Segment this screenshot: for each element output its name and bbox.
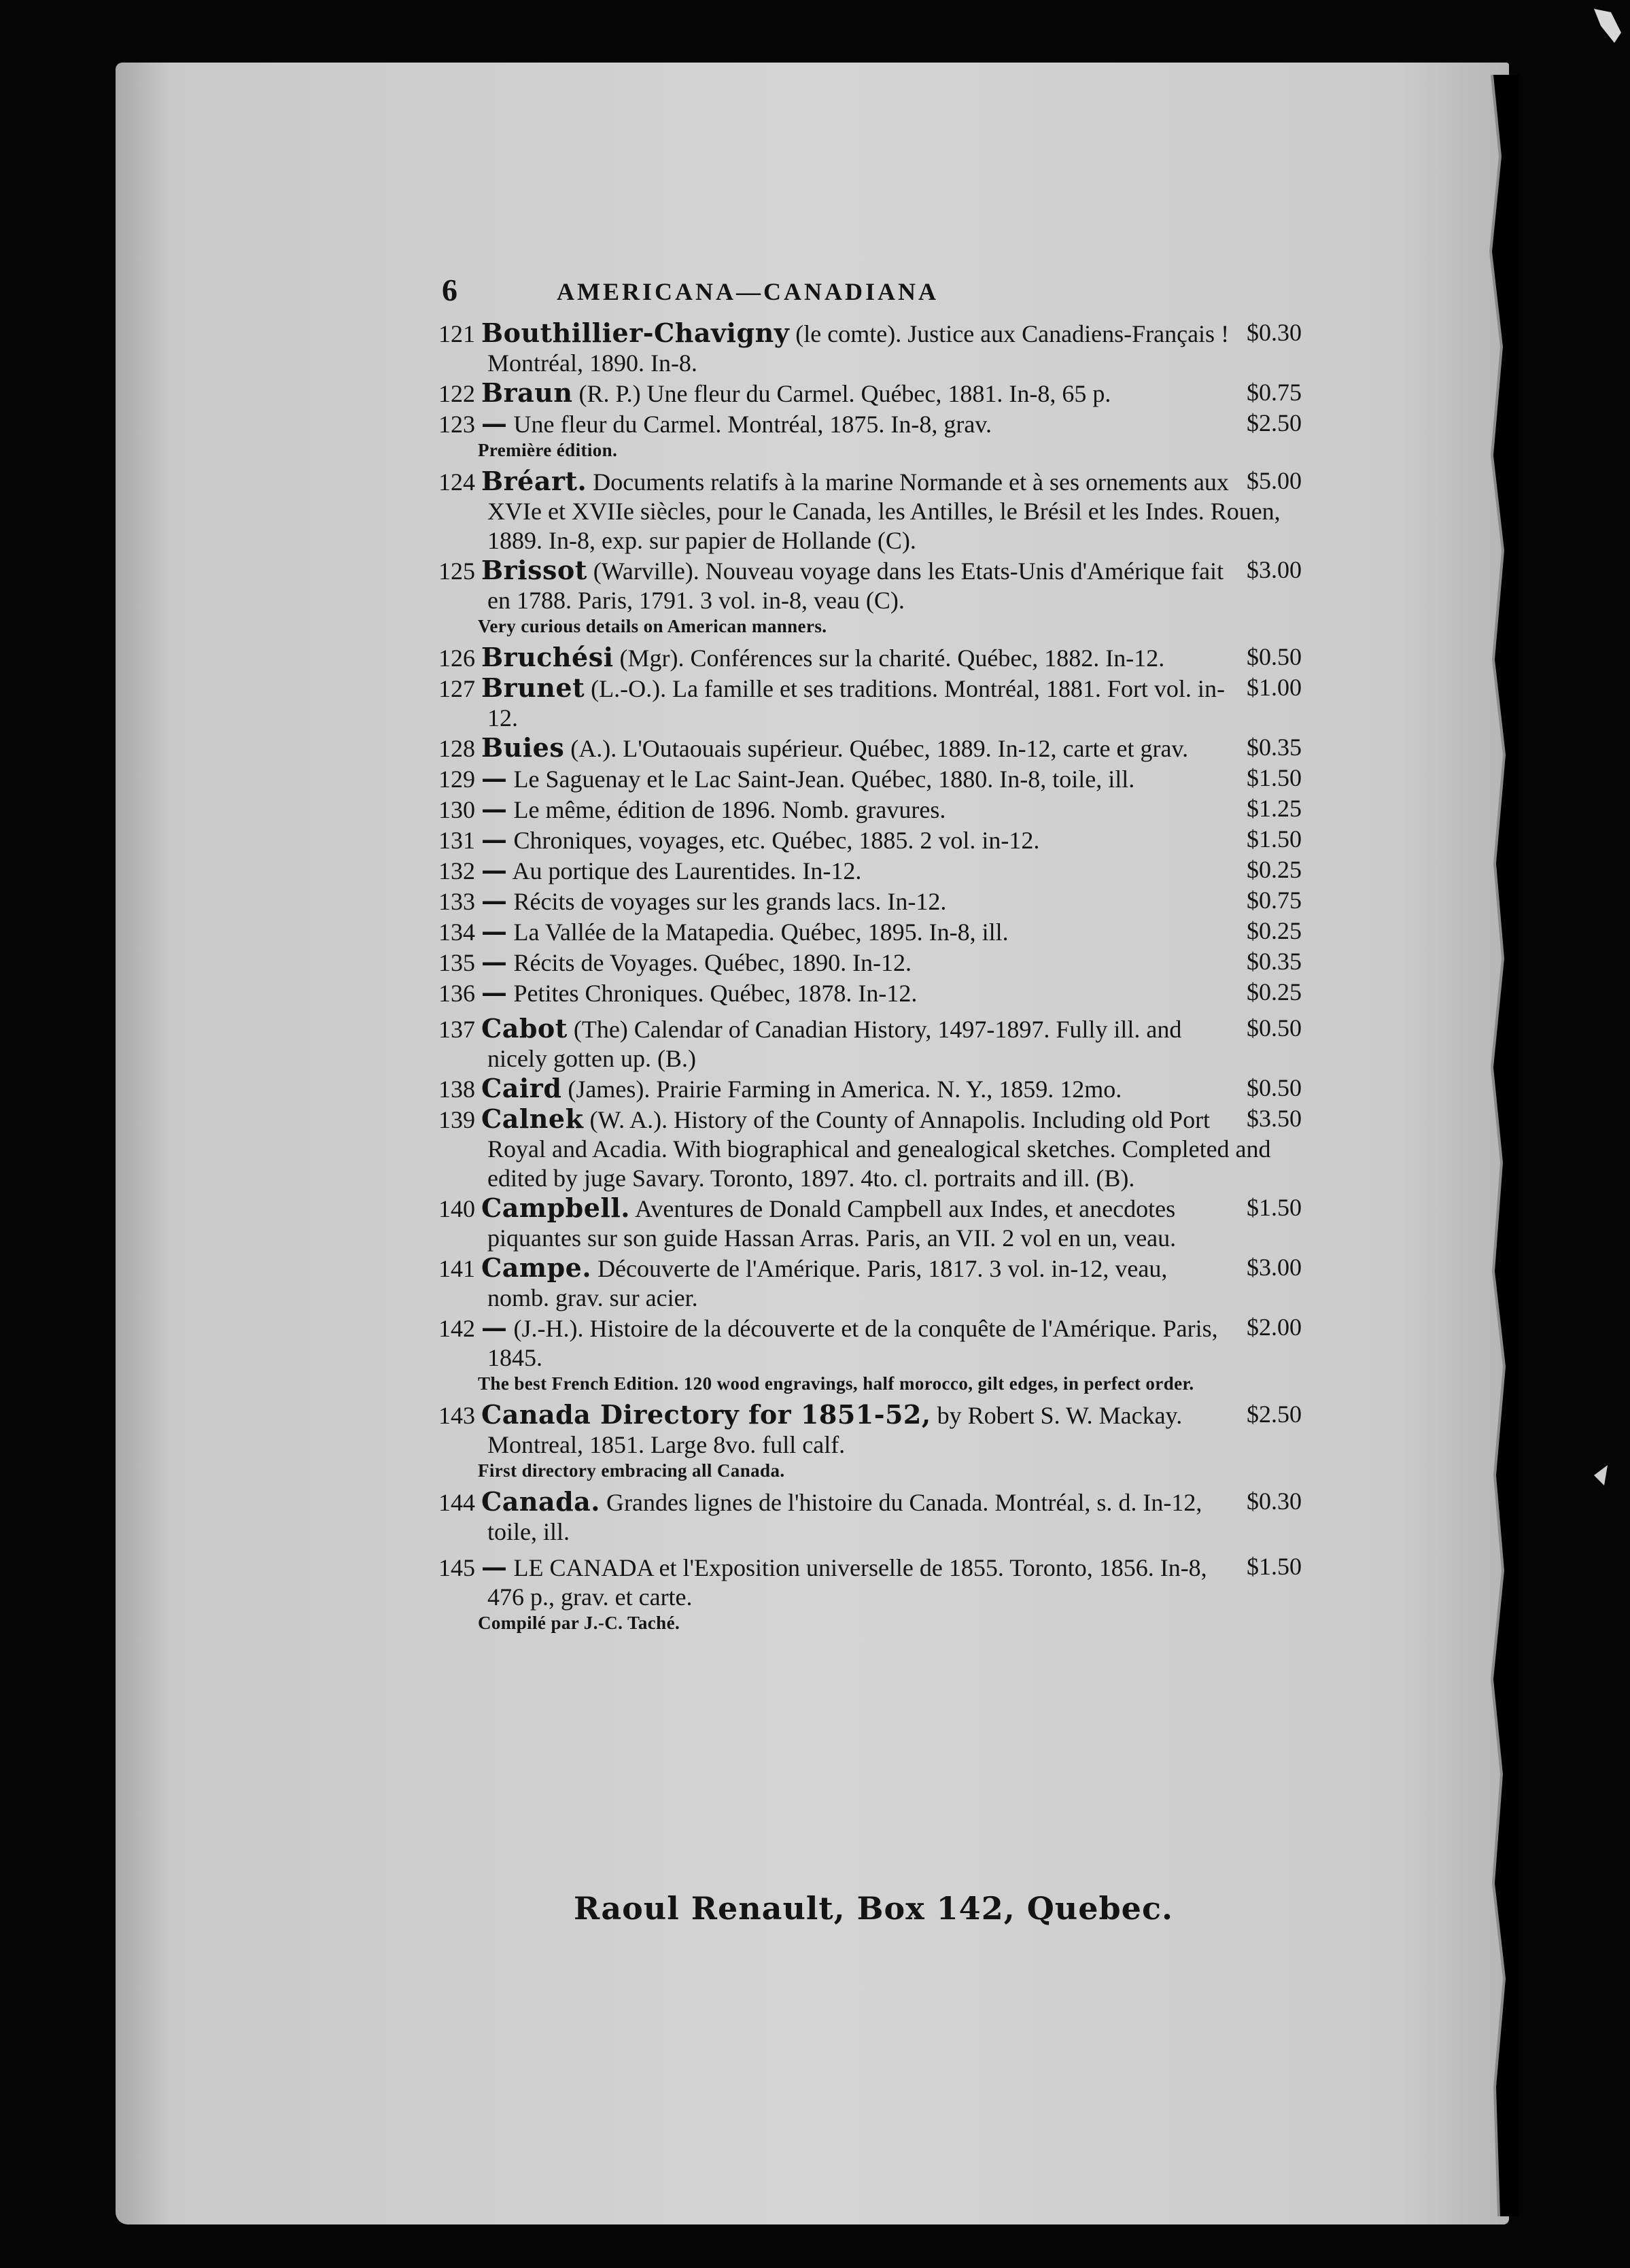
entry-description: (James). Prairie Farming in America. N. Y., 1859. 12mo. [568, 1076, 1122, 1103]
entry-number: 139 [438, 1106, 475, 1133]
catalog-entry [438, 673, 1302, 733]
entry-author: — [481, 946, 508, 977]
entry-author: Campbell. [481, 1192, 630, 1223]
entry-price: $0.25 [1247, 917, 1302, 944]
entry-description: Récits de Voyages. Québec, 1890. In-12. [513, 949, 912, 976]
entry-description: Au portique des Laurentides. In-12. [512, 857, 862, 884]
entry-description: Le Saguenay et le Lac Saint-Jean. Québec, 1880. In-8, toile, ill. [513, 766, 1135, 793]
catalog-listing [438, 318, 1302, 1635]
catalog-entry [438, 733, 1302, 763]
catalog-entry [438, 1014, 1302, 1073]
entry-description: Récits de voyages sur les grands lacs. In-12. [513, 888, 947, 915]
entry-price: $3.00 [1247, 1254, 1302, 1281]
entry-number: 142 [438, 1315, 475, 1342]
page-footer: Raoul Renault, Box 142, Quebec. [574, 1890, 1173, 1927]
entry-price: $0.50 [1247, 1014, 1302, 1042]
catalog-entry [438, 1104, 1302, 1193]
entry-description: Grandes lignes de l'histoire du Canada. Montréal, s. d. In-12, toile, ill. [487, 1489, 1202, 1545]
entry-price: $5.00 [1247, 467, 1302, 494]
catalog-entry [438, 886, 1302, 916]
entry-price: $1.50 [1247, 764, 1302, 791]
entry-price: $3.50 [1247, 1105, 1302, 1132]
entry-number: 123 [438, 411, 475, 438]
entry-author: Campe. [481, 1252, 592, 1283]
entry-price: $0.75 [1247, 379, 1302, 406]
entry-description: (le comte). Justice aux Canadiens-Français ! Montréal, 1890. In-8. [487, 320, 1230, 377]
entry-author: — [481, 824, 508, 855]
catalog-entry [438, 1253, 1302, 1313]
entry-description: Aventures de Donald Campbell aux Indes, et anecdotes piquantes sur son guide Hassan Arras. Paris, an VII. 2 vol en un, veau. [487, 1195, 1177, 1252]
catalog-entry [438, 916, 1302, 947]
entry-number: 138 [438, 1076, 475, 1103]
entry-author: — [481, 885, 508, 916]
entry-note: Première édition. [478, 440, 618, 460]
catalog-entry [438, 642, 1302, 673]
entry-description: (A.). L'Outaouais supérieur. Québec, 1889. In-12, carte et grav. [570, 735, 1189, 762]
entry-number: 126 [438, 645, 475, 672]
catalog-entry [438, 409, 1302, 439]
catalog-entry [438, 378, 1302, 409]
catalog-entry [438, 466, 1302, 555]
entry-price: $0.50 [1247, 643, 1302, 670]
catalog-entry [438, 1552, 1302, 1612]
catalog-entry [438, 1193, 1302, 1253]
entry-author: Caird [481, 1073, 562, 1103]
entry-number: 145 [438, 1554, 475, 1581]
entry-description: Chroniques, voyages, etc. Québec, 1885. 2 vol. in-12. [513, 827, 1040, 854]
catalog-entry [438, 555, 1302, 615]
entry-author: Canada. [481, 1486, 601, 1517]
catalog-entry [438, 947, 1302, 978]
catalog-entry [438, 794, 1302, 825]
entry-number: 134 [438, 918, 475, 946]
entry-author: — [481, 793, 508, 824]
entry-author: Brunet [481, 672, 585, 703]
entry-note: Very curious details on American manners. [478, 616, 827, 636]
catalog-entry [438, 318, 1302, 378]
entry-price: $0.35 [1247, 734, 1302, 761]
entry-number: 131 [438, 827, 475, 854]
catalog-entry [438, 1313, 1302, 1373]
entry-description: (R. P.) Une fleur du Carmel. Québec, 1881. In-8, 65 p. [578, 380, 1111, 407]
entry-author: — [481, 763, 508, 793]
entry-price: $0.25 [1247, 856, 1302, 883]
entry-price: $2.00 [1247, 1313, 1302, 1341]
entry-description: (The) Calendar of Canadian History, 1497-1897. Fully ill. and nicely gotten up. (B.) [487, 1016, 1182, 1072]
entry-number: 127 [438, 675, 475, 702]
entry-description: (L.-O.). La famille et ses traditions. Montréal, 1881. Fort vol. in-12. [487, 675, 1225, 732]
entry-description: (Warville). Nouveau voyage dans les Etats-Unis d'Amérique fait en 1788. Paris, 1791. 3 vol. in-8, veau (C). [487, 557, 1224, 614]
entry-author: — [481, 408, 508, 439]
entry-number: 137 [438, 1016, 475, 1043]
catalog-entry [438, 1487, 1302, 1547]
entry-price: $3.00 [1247, 556, 1302, 583]
entry-price: $1.50 [1247, 1194, 1302, 1221]
entry-author: Cabot [481, 1013, 568, 1044]
entry-number: 124 [438, 468, 475, 496]
entry-description: (W. A.). History of the County of Annapolis. Including old Port Royal and Acadia. With biographical and genealogical sketches. Completed and edited by juge Savary. Toronto, 1897. 4to. cl. portraits and ill. (B). [487, 1106, 1271, 1192]
entry-price: $0.25 [1247, 978, 1302, 1006]
entry-description: Découverte de l'Amérique. Paris, 1817. 3 vol. in-12, veau, nomb. grav. sur acier. [487, 1255, 1168, 1311]
entry-description: Une fleur du Carmel. Montréal, 1875. In-8, grav. [513, 411, 992, 438]
entry-author: Canada Directory for 1851-52, [481, 1399, 931, 1430]
entry-description: (Mgr). Conférences sur la charité. Québec, 1882. In-12. [619, 645, 1165, 672]
entry-number: 133 [438, 888, 475, 915]
entry-number: 143 [438, 1402, 475, 1429]
page-header: AMERICANA—CANADIANA [557, 278, 939, 305]
entry-author: — [481, 916, 508, 946]
entry-price: $2.50 [1247, 409, 1302, 436]
entry-author: Bouthillier-Chavigny [481, 317, 790, 348]
entry-number: 121 [438, 320, 475, 347]
entry-price: $0.50 [1247, 1074, 1302, 1101]
entry-number: 144 [438, 1489, 475, 1516]
entry-number: 130 [438, 796, 475, 823]
entry-number: 140 [438, 1195, 475, 1222]
entry-number: 136 [438, 980, 475, 1007]
entry-description: Petites Chroniques. Québec, 1878. In-12. [513, 980, 918, 1007]
catalog-entry [438, 763, 1302, 794]
entry-description: by Robert S. W. Mackay. Montreal, 1851. Large 8vo. full calf. [487, 1402, 1183, 1458]
catalog-entry [438, 1400, 1302, 1460]
entry-number: 132 [438, 857, 475, 884]
page-number: 6 [442, 273, 457, 307]
entry-number: 125 [438, 557, 475, 585]
corner-mark-icon [1591, 5, 1625, 46]
catalog-entry [438, 855, 1302, 886]
catalog-entry [438, 978, 1302, 1008]
catalog-entry [438, 1073, 1302, 1104]
entry-price: $1.25 [1247, 795, 1302, 822]
entry-number: 141 [438, 1255, 475, 1282]
margin-mark-icon [1591, 1462, 1611, 1489]
entry-price: $0.30 [1247, 319, 1302, 346]
entry-description: LE CANADA et l'Exposition universelle de 1855. Toronto, 1856. In-8, 476 p., grav. et carte. [487, 1554, 1207, 1611]
entry-price: $0.30 [1247, 1488, 1302, 1515]
entry-author: Bruchési [481, 642, 614, 672]
entry-number: 129 [438, 766, 475, 793]
entry-author: — [481, 977, 508, 1008]
entry-note: The best French Edition. 120 wood engravings, half morocco, gilt edges, in perfect order. [478, 1373, 1194, 1394]
torn-edge-icon [1478, 75, 1519, 2216]
entry-description: La Vallée de la Matapedia. Québec, 1895. In-8, ill. [513, 918, 1009, 946]
entry-description: Documents relatifs à la marine Normande et à ses ornements aux XVIe et XVIIe siècles, pour le Canada, les Antilles, le Brésil et les Indes. Rouen, 1889. In-8, exp. sur papier de Hollande (C). [487, 468, 1281, 554]
entry-note: Compilé par J.-C. Taché. [478, 1613, 680, 1633]
catalog-entry [438, 825, 1302, 855]
entry-author: — [481, 855, 508, 885]
entry-price: $1.50 [1247, 825, 1302, 853]
entry-note: First directory embracing all Canada. [478, 1460, 785, 1481]
entry-price: $1.00 [1247, 674, 1302, 701]
entry-description: Le même, édition de 1896. Nomb. gravures. [513, 796, 946, 823]
entry-author: — [481, 1551, 508, 1582]
entry-number: 128 [438, 735, 475, 762]
entry-author: — [481, 1312, 508, 1343]
entry-author: Brissot [481, 555, 587, 585]
entry-price: $2.50 [1247, 1401, 1302, 1428]
entry-author: Buies [481, 732, 565, 763]
entry-price: $0.75 [1247, 887, 1302, 914]
entry-price: $1.50 [1247, 1553, 1302, 1580]
entry-price: $0.35 [1247, 948, 1302, 975]
entry-author: Calnek [481, 1103, 584, 1134]
entry-description: (J.-H.). Histoire de la découverte et de la conquête de l'Amérique. Paris, 1845. [487, 1315, 1218, 1371]
entry-author: Braun [481, 377, 573, 408]
entry-number: 135 [438, 949, 475, 976]
entry-number: 122 [438, 380, 475, 407]
entry-author: Bréart. [481, 466, 587, 496]
